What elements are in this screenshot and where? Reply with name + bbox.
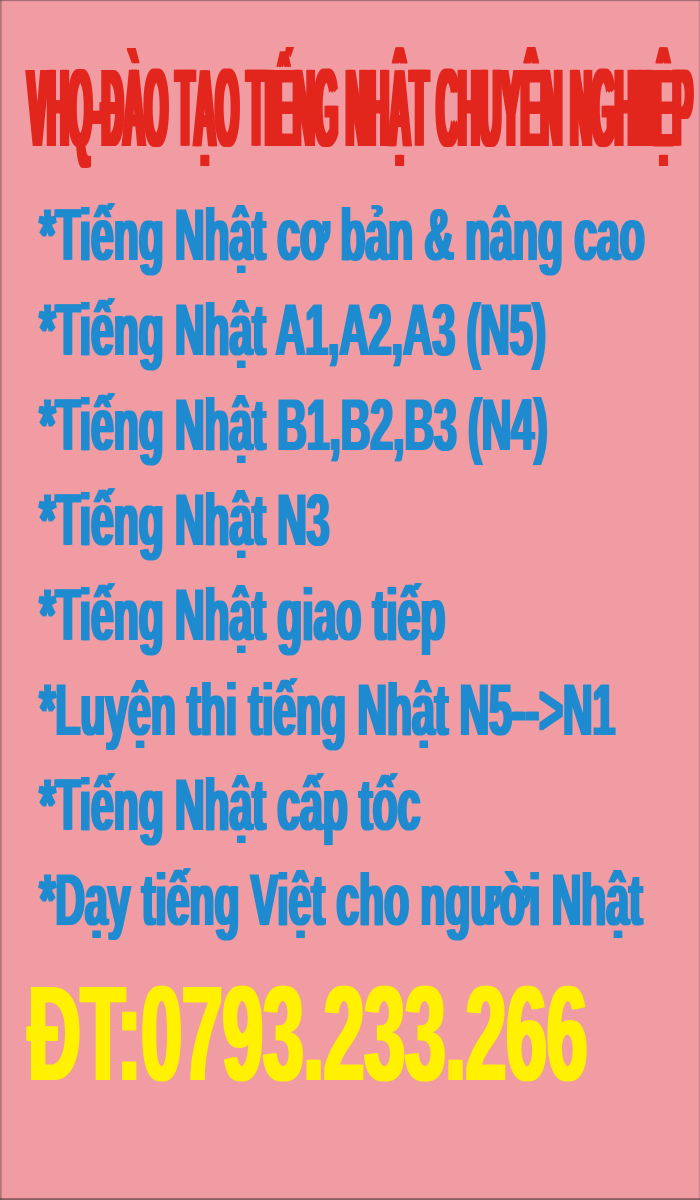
course-item-basic-advanced: [40, 195, 700, 276]
poster-title-text: VHQ-ĐÀO TẠO TIẾNG NHẬT CHUYÊN NGHIIỆP: [28, 47, 693, 170]
course-item-vietnamese-for-japanese: [40, 860, 700, 941]
course-item-n3: [40, 480, 558, 561]
course-item-text: *Tiếng Nhật cấp tốc: [40, 765, 421, 846]
course-item-a1-a2-a3-n5: [40, 290, 700, 371]
course-item-b1-b2-b3-n4: [40, 385, 700, 466]
course-item-text: *Tiếng Nhật cơ bản & nâng cao: [40, 195, 646, 276]
phone-number-text: ĐT:0793.233.266: [28, 958, 588, 1109]
phone-number: [28, 958, 700, 1109]
poster-title: [28, 47, 700, 170]
course-item-text: *Luyện thi tiếng Nhật N5-->N1: [40, 670, 616, 751]
course-item-text: *Tiếng Nhật N3: [40, 480, 330, 561]
course-item-text: *Tiếng Nhật A1,A2,A3 (N5): [40, 290, 547, 371]
course-item-intensive: [40, 765, 700, 846]
course-item-text: *Tiếng Nhật giao tiếp: [40, 575, 446, 656]
course-item-text: *Tiếng Nhật B1,B2,B3 (N4): [40, 385, 549, 466]
course-item-exam-prep-n5-n1: [40, 670, 700, 751]
course-item-text: *Dạy tiếng Việt cho người Nhật: [40, 860, 644, 941]
course-item-conversation: [40, 575, 700, 656]
